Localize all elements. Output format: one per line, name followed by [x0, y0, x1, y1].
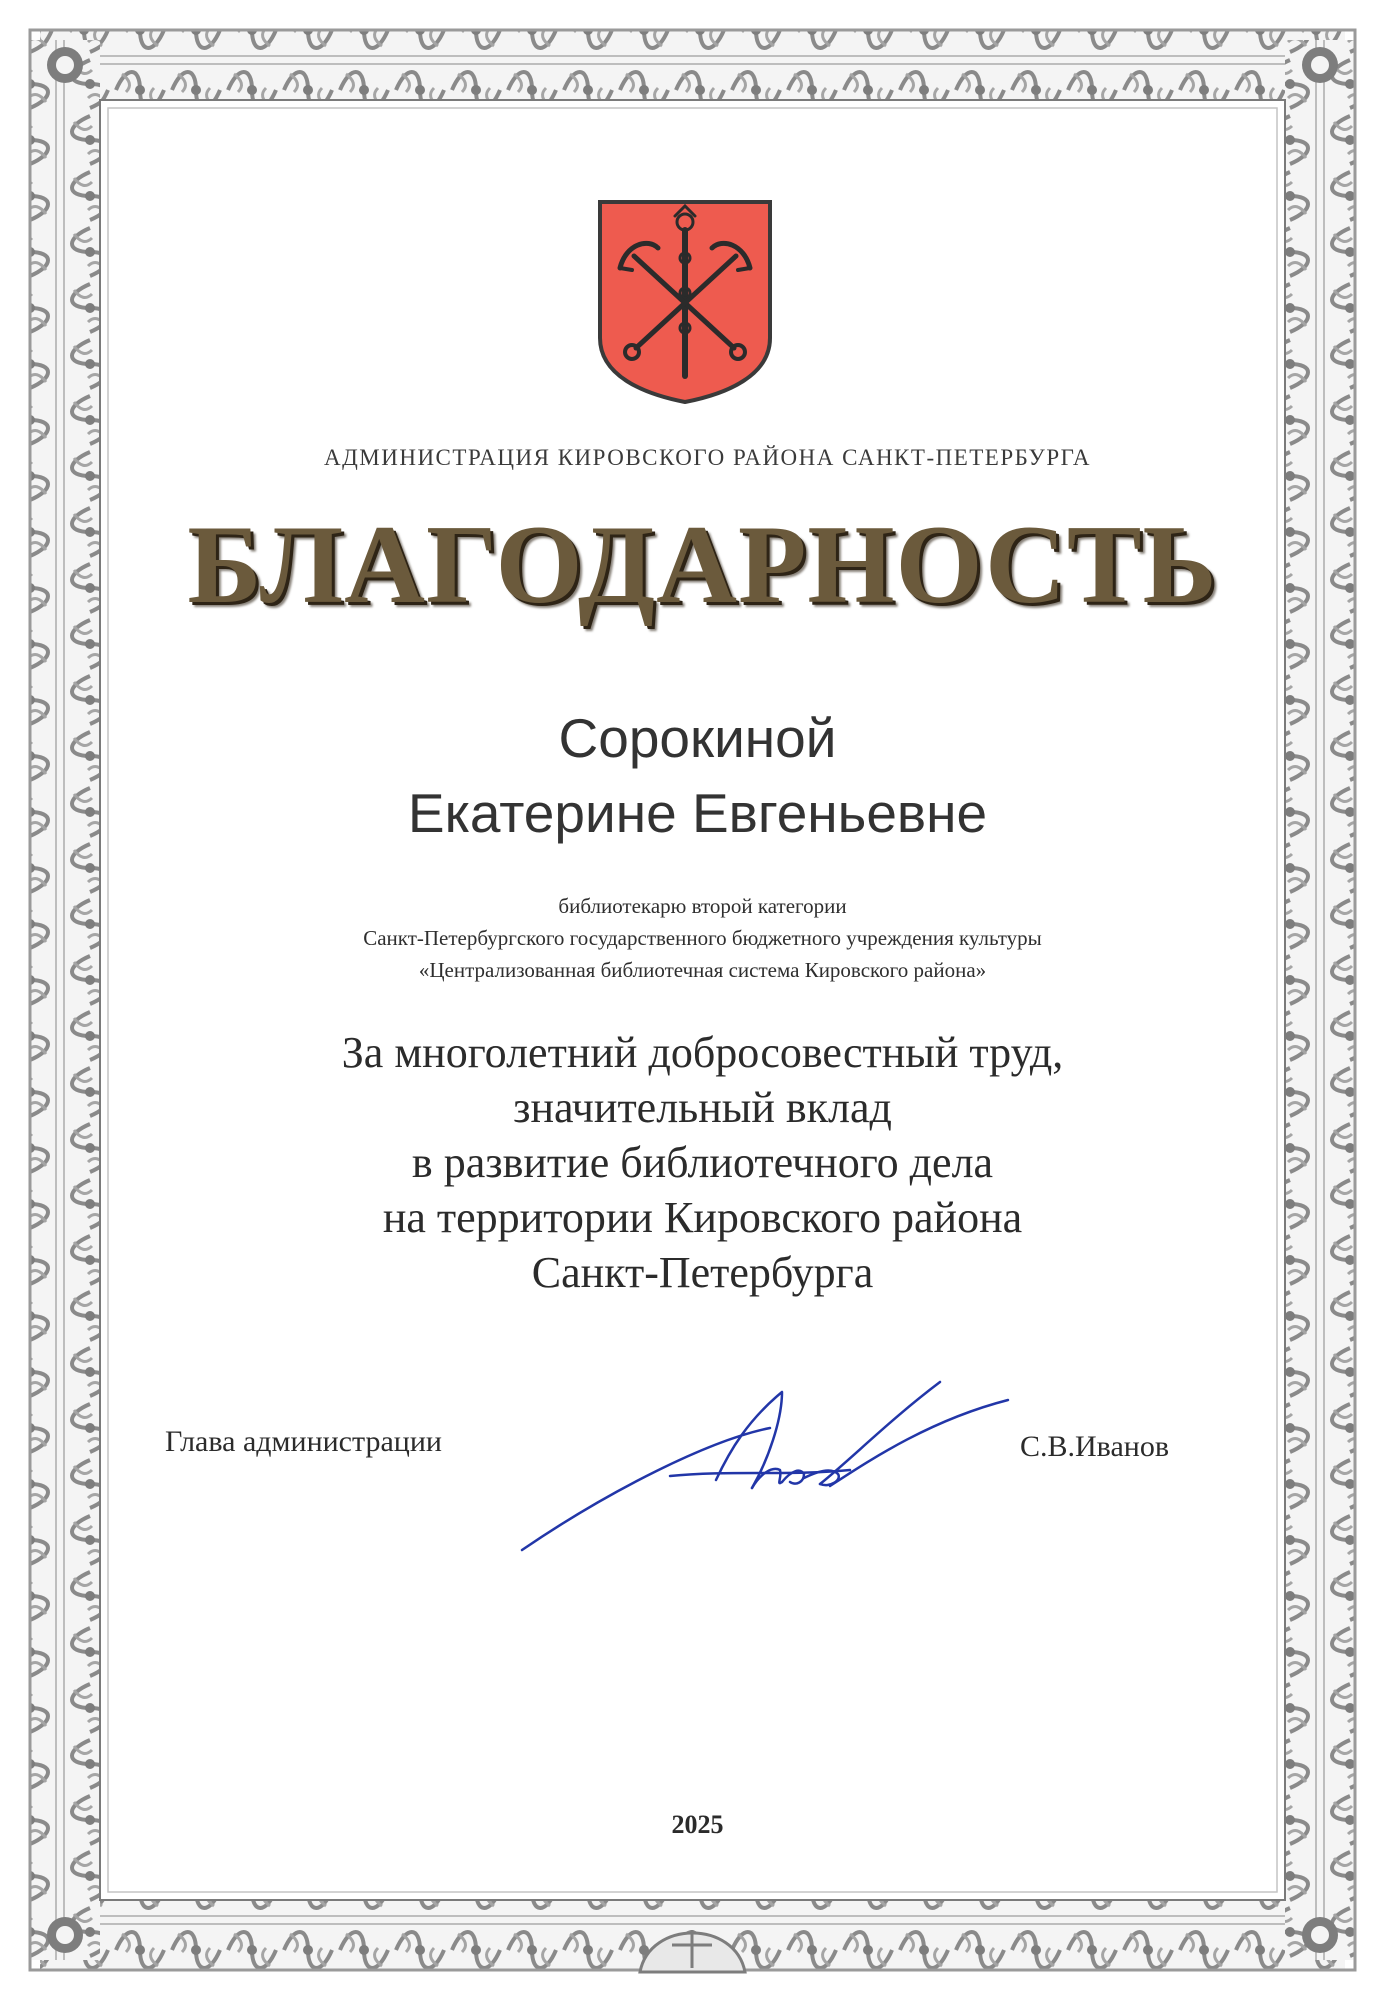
document-title: БЛАГОДАРНОСТЬ	[187, 503, 1218, 627]
recipient-given-names: Екатерине Евгеньевне	[407, 782, 988, 844]
document-year: 2025	[671, 1810, 724, 1839]
reason-line: в развитие библиотечного дела	[411, 1138, 994, 1187]
reason-line: Санкт-Петербурга	[531, 1248, 874, 1297]
saint-petersburg-coat-of-arms-icon	[596, 198, 774, 406]
issuer-heading: АДМИНИСТРАЦИЯ КИРОВСКОГО РАЙОНА САНКТ-ПЕТЕРБУРГА	[323, 445, 1092, 470]
reason-line: За многолетний добросовестный труд,	[341, 1028, 1064, 1077]
recipient-surname: Сорокиной	[558, 707, 837, 769]
award-reason	[0, 1025, 1385, 1300]
position-line: «Централизованная библиотечная система Кировского района»	[418, 958, 987, 982]
signatory-name: С.В.Иванов	[1020, 1430, 1169, 1463]
recipient-position	[0, 890, 1385, 986]
handwritten-signature	[520, 1370, 1020, 1570]
position-line: Санкт-Петербургского государственного бюджетного учреждения культуры	[363, 926, 1042, 950]
position-line: библиотекарю второй категории	[558, 894, 847, 918]
reason-line: на территории Кировского района	[382, 1193, 1023, 1242]
signatory-title: Глава администрации	[165, 1425, 442, 1458]
reason-line: значительный вклад	[513, 1083, 892, 1132]
